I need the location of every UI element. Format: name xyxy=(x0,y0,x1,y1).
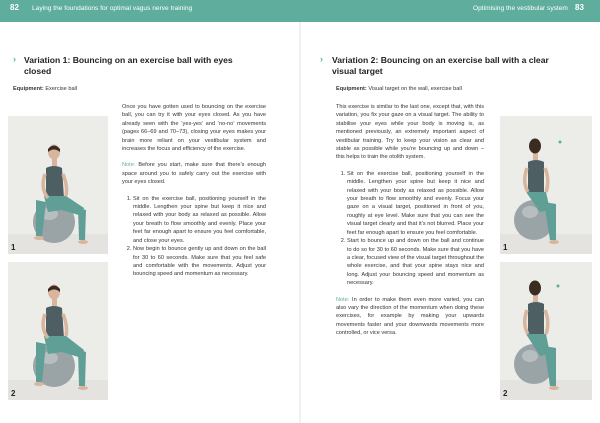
right-running-title: Optimising the vestibular system xyxy=(473,5,568,12)
left-intro-paragraph: Once you have gotten used to bouncing on the exercise ball, you can try it with your eyes closed. As you have already seen with the ‘yes-yes’ and ‘no-no’ movements (pages 66–69 and 70–73), closing your eyes makes your brain more reliant on your vestibular system and increases the focus and efficiency of the exercise. xyxy=(122,104,266,153)
left-equipment: Equipment: Exercise ball xyxy=(13,86,78,92)
woman-on-ball-visual-target-image xyxy=(500,116,592,254)
left-photo-1 xyxy=(8,116,108,254)
left-running-title: Laying the foundations for optimal vagus nerve training xyxy=(32,5,193,12)
right-equipment: Equipment: Visual target on the wall, exercise ball xyxy=(336,86,462,92)
woman-on-ball-eyes-closed-image xyxy=(8,262,108,400)
right-variation-title: Variation 2: Bouncing on an exercise ball with a clear visual target xyxy=(332,55,549,76)
list-item: 1. Sit on the exercise ball, positioning yourself in the middle. Lengthen your spine but keep it nice and relaxed with your body as relaxed as possible. Allow your breath to flow smoothly and evenly. Focus your gaze on a visual target, positioned in front of you, roughly at eye level. Make sure that you can see the visual target clearly and that it’s not blurred. Place your feet far enough apart to ensure you feel comfortable. xyxy=(347,170,484,237)
left-body-text xyxy=(122,103,266,279)
photo-step-number: 1 xyxy=(503,243,508,252)
list-item: 2. Start to bounce up and down on the ball and continue to do so for 30 to 60 seconds. Make sure that you have a clear, focused view of the visual target throughout the whole exercise, and that your spine stays nice and long. Adjust your bouncing speed and momentum as necessary. xyxy=(347,237,484,287)
photo-step-number: 1 xyxy=(11,243,16,252)
right-body-text xyxy=(336,103,484,346)
chevron-right-icon: › xyxy=(13,54,16,64)
page-gutter xyxy=(299,22,301,423)
left-photo-2 xyxy=(8,262,108,400)
photo-step-number: 2 xyxy=(503,389,508,398)
woman-on-ball-eyes-closed-image xyxy=(8,116,108,254)
left-page-number: 82 xyxy=(10,3,19,12)
page-header xyxy=(0,0,600,22)
photo-step-number: 2 xyxy=(11,389,16,398)
left-steps-list xyxy=(122,195,266,279)
chevron-right-icon: › xyxy=(320,54,323,64)
left-note-paragraph: Note: Before you start, make sure that there’s enough space around you to safely carry out the exercise with your eyes closed. xyxy=(122,162,266,186)
right-page-number: 83 xyxy=(575,3,584,12)
right-intro-paragraph: This exercise is similar to the last one, except that, with this variation, you fix your gaze on a visual target. The ability to stabilise your eyes while your body is moving is, as mentioned previously, an extremely important aspect of vestibular training. Try to keep your vision as clear and stable as possible while you’re bouncing up and down – this helps to train the otolith system. xyxy=(336,104,484,161)
right-note-paragraph: Note: In order to make them even more varied, you can also vary the direction of the momentum when doing these exercises, for example by making your upwards movements faster and your downwards movements more controlled, or vice versa. xyxy=(336,296,484,337)
left-variation-title: Variation 1: Bouncing on an exercise ball with eyes closed xyxy=(24,55,233,76)
list-item: 2. Now begin to bounce gently up and down on the ball for 30 to 60 seconds. Make sure that you feel safe and comfortable with the movements. Adjust your bouncing speed and momentum as necessary. xyxy=(133,245,266,279)
right-photo-1 xyxy=(500,116,592,254)
woman-on-ball-visual-target-image xyxy=(500,262,592,400)
list-item: 1. Sit on the exercise ball, positioning yourself in the middle. Lengthen your spine but keep it nice and relaxed with your body as relaxed as possible. Allow your breath to flow smoothly and evenly. Place your feet far enough apart to ensure you feel comfortable, and close your eyes. xyxy=(133,195,266,245)
right-steps-list xyxy=(336,170,484,288)
right-photo-2 xyxy=(500,262,592,400)
